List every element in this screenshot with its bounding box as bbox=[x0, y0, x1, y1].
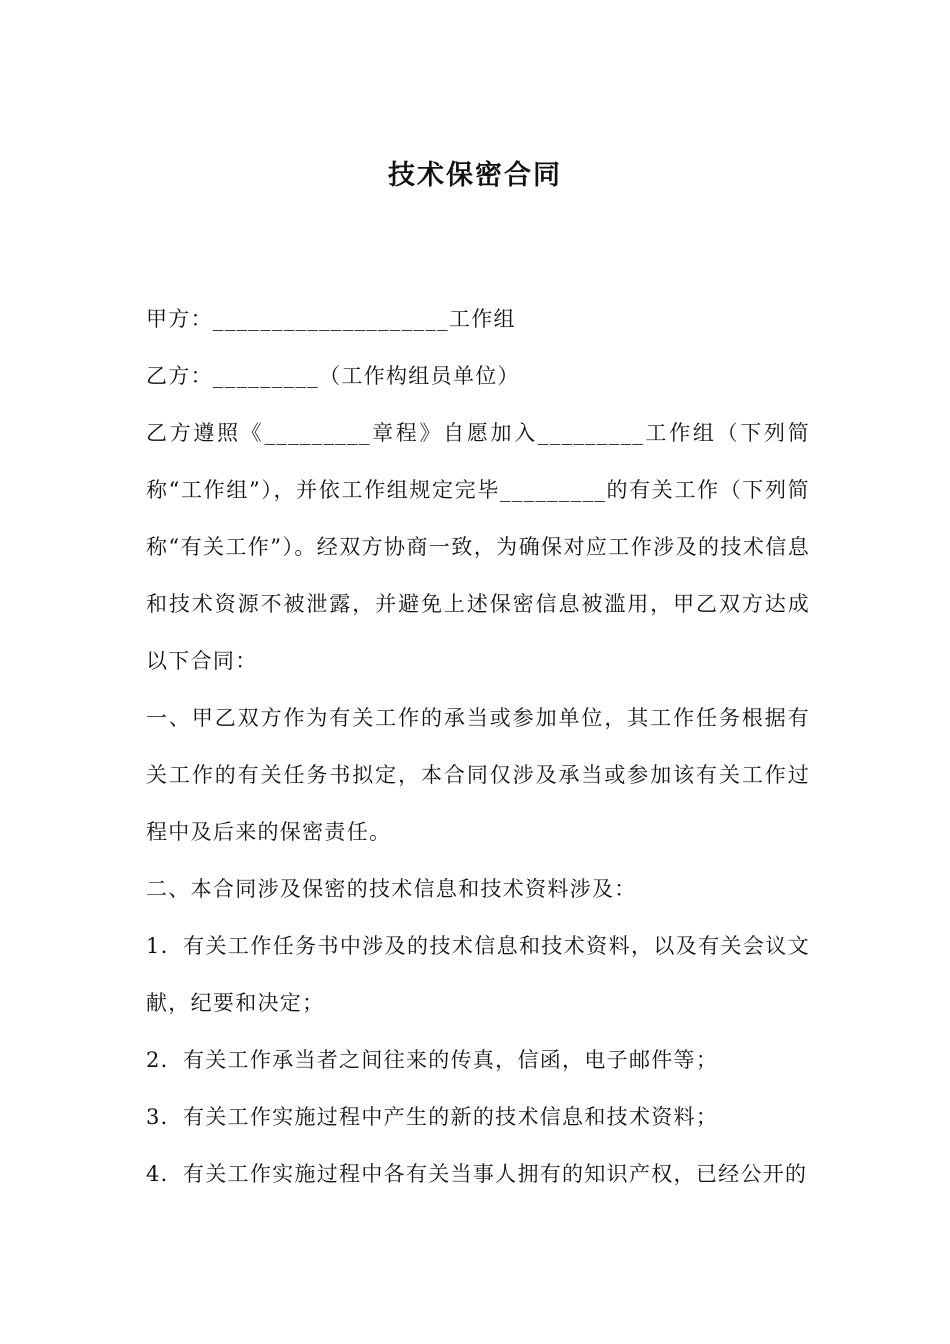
document-title: 技术保密合同 bbox=[388, 160, 562, 191]
clause-2-item-1: 1．有关工作任务书中涉及的技术信息和技术资料，以及有关会议文献，纪要和决定； bbox=[146, 934, 810, 1015]
preamble-paragraph: 乙方遵照《_________章程》自愿加入_________工作组（下列简称“工作组”），并依工作组规定完毕_________的有关工作（下列简称“有关工作”）。经双方协商一致，为确保对应工作涉及的技术信息和技术资源不被泄露，并避免上述保密信息被滥用，甲乙双方达成以下合同： bbox=[146, 421, 810, 673]
party-a-line: 甲方：____________________工作组 bbox=[146, 307, 516, 331]
party-b-line: 乙方：_________（工作构组员单位） bbox=[146, 364, 520, 388]
clause-2-item-3: 3．有关工作实施过程中产生的新的技术信息和技术资料； bbox=[146, 1105, 719, 1129]
clause-2-heading: 二、本合同涉及保密的技术信息和技术资料涉及： bbox=[146, 877, 637, 901]
clause-1-paragraph: 一、甲乙双方作为有关工作的承当或参加单位，其工作任务根据有关工作的有关任务书拟定，本合同仅涉及承当或参加该有关工作过程中及后来的保密责任。 bbox=[146, 706, 810, 844]
clause-2-item-2: 2．有关工作承当者之间往来的传真，信函，电子邮件等； bbox=[146, 1048, 719, 1072]
clause-2-item-4: 4．有关工作实施过程中各有关当事人拥有的知识产权，已经公开的 bbox=[146, 1162, 808, 1186]
contract-body bbox=[146, 291, 810, 1203]
